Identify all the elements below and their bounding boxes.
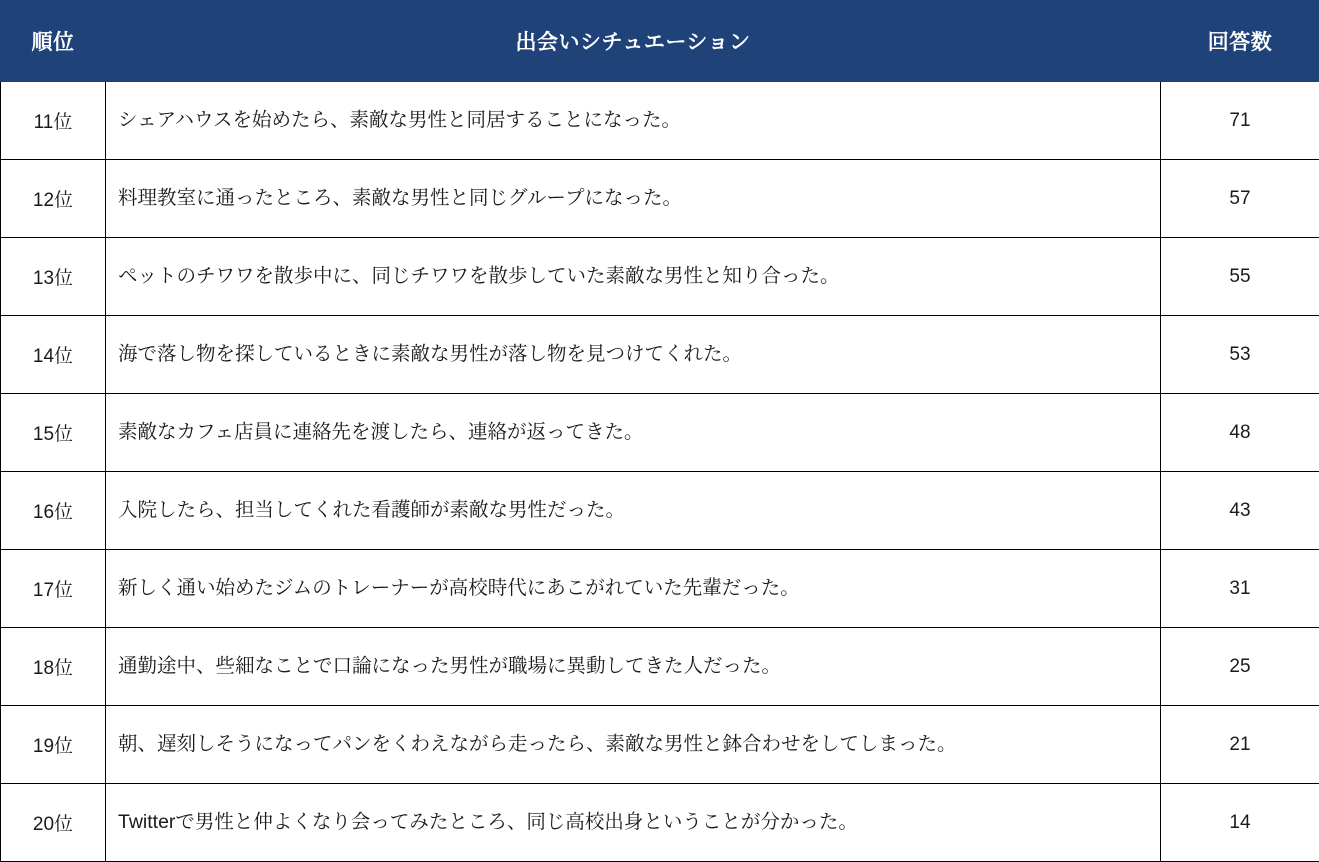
cell-count: 55 [1161, 238, 1319, 316]
cell-count: 14 [1161, 784, 1319, 862]
cell-situation: Twitterで男性と仲よくなり会ってみたところ、同じ高校出身ということが分かった。 [106, 784, 1161, 862]
table-row [1, 160, 1319, 238]
cell-count: 31 [1161, 550, 1319, 628]
cell-count: 25 [1161, 628, 1319, 706]
cell-count: 71 [1161, 82, 1319, 160]
cell-rank: 14位 [1, 316, 106, 394]
cell-rank: 11位 [1, 82, 106, 160]
cell-situation: 素敵なカフェ店員に連絡先を渡したら、連絡が返ってきた。 [106, 394, 1161, 472]
table-row [1, 706, 1319, 784]
cell-situation: シェアハウスを始めたら、素敵な男性と同居することになった。 [106, 82, 1161, 160]
cell-situation: ペットのチワワを散歩中に、同じチワワを散歩していた素敵な男性と知り合った。 [106, 238, 1161, 316]
cell-situation: 新しく通い始めたジムのトレーナーが高校時代にあこがれていた先輩だった。 [106, 550, 1161, 628]
column-header-situation: 出会いシチュエーション [106, 1, 1161, 82]
table-row [1, 628, 1319, 706]
cell-rank: 19位 [1, 706, 106, 784]
table-row [1, 316, 1319, 394]
table-header [1, 1, 1319, 82]
table-body [1, 82, 1319, 862]
cell-count: 57 [1161, 160, 1319, 238]
cell-situation: 通勤途中、些細なことで口論になった男性が職場に異動してきた人だった。 [106, 628, 1161, 706]
cell-rank: 16位 [1, 472, 106, 550]
cell-count: 43 [1161, 472, 1319, 550]
cell-count: 21 [1161, 706, 1319, 784]
cell-rank: 13位 [1, 238, 106, 316]
column-header-rank: 順位 [1, 1, 106, 82]
cell-situation: 料理教室に通ったところ、素敵な男性と同じグループになった。 [106, 160, 1161, 238]
cell-situation: 海で落し物を探しているときに素敵な男性が落し物を見つけてくれた。 [106, 316, 1161, 394]
table-row [1, 238, 1319, 316]
table-row [1, 550, 1319, 628]
table-header-row [1, 1, 1319, 82]
column-header-count: 回答数 [1161, 1, 1319, 82]
cell-rank: 17位 [1, 550, 106, 628]
cell-rank: 18位 [1, 628, 106, 706]
cell-count: 53 [1161, 316, 1319, 394]
cell-count: 48 [1161, 394, 1319, 472]
table-row [1, 394, 1319, 472]
table-row [1, 472, 1319, 550]
table-row [1, 784, 1319, 862]
cell-rank: 20位 [1, 784, 106, 862]
table-row [1, 82, 1319, 160]
cell-rank: 12位 [1, 160, 106, 238]
cell-situation: 入院したら、担当してくれた看護師が素敵な男性だった。 [106, 472, 1161, 550]
cell-rank: 15位 [1, 394, 106, 472]
cell-situation: 朝、遅刻しそうになってパンをくわえながら走ったら、素敵な男性と鉢合わせをしてしまった。 [106, 706, 1161, 784]
